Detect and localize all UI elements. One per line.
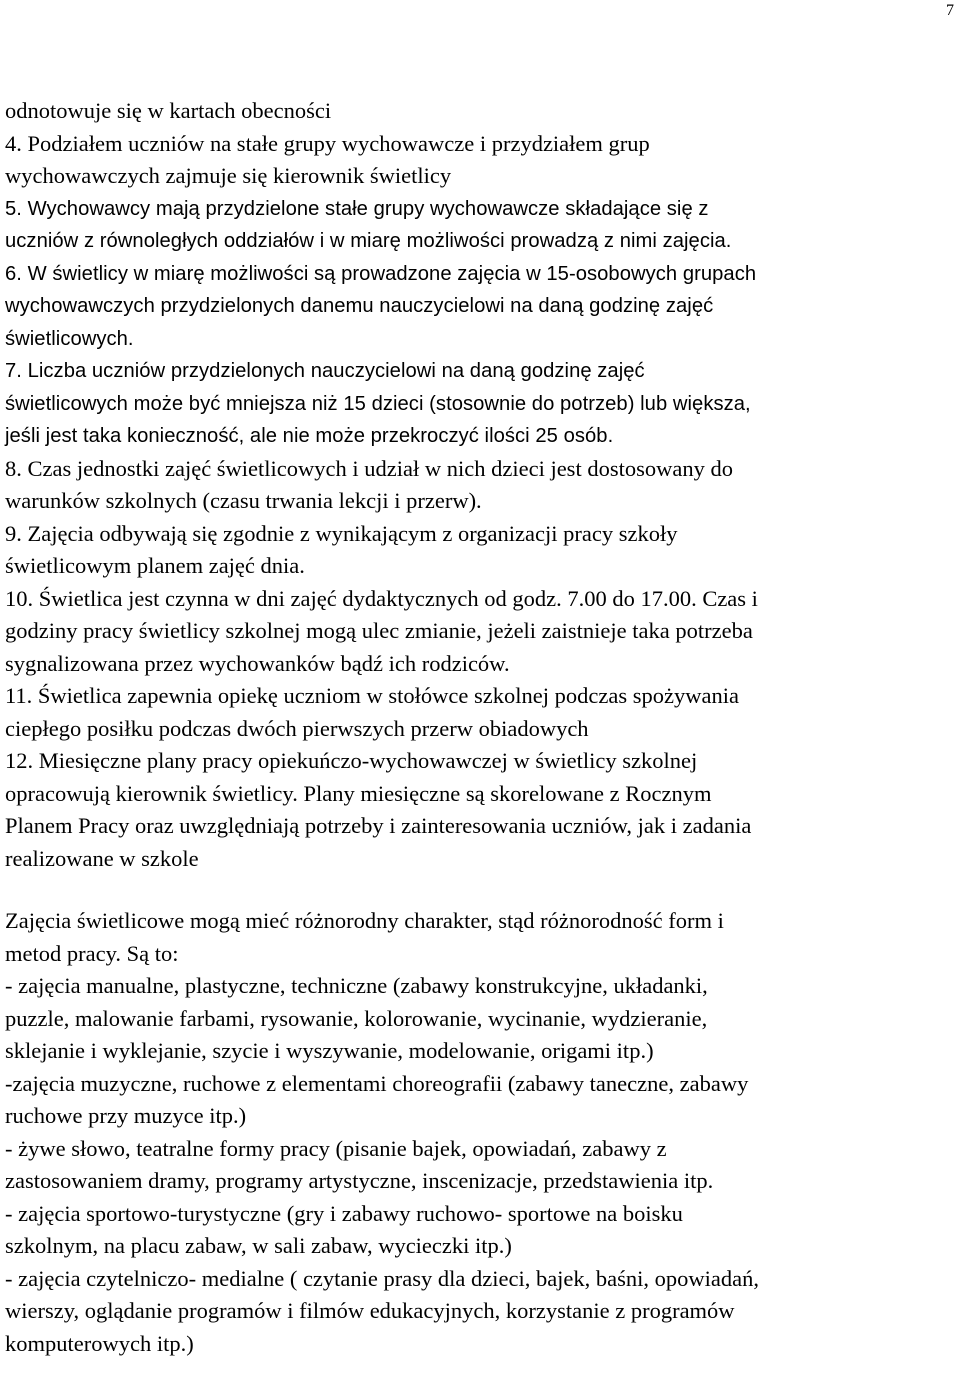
text-line: jeśli jest taka konieczność, ale nie może przekroczyć ilości 25 osób. [5, 425, 614, 447]
text-line: opracowują kierownik świetlicy. Plany miesięczne są skorelowane z Rocznym [5, 780, 712, 806]
document-body [5, 95, 957, 1360]
text-line: szkolnym, na placu zabaw, w sali zabaw, wycieczki itp.) [5, 1233, 512, 1258]
text-line: Zajęcia świetlicowe mogą mieć różnorodny charakter, stąd różnorodność form i [5, 908, 724, 933]
text-line: 10. Świetlica jest czynna w dni zajęć dydaktycznych od godz. 7.00 do 17.00. Czas i [5, 585, 758, 611]
text-line: puzzle, malowanie farbami, rysowanie, kolorowanie, wycinanie, wydzieranie, [5, 1005, 708, 1031]
text-line: 8. Czas jednostki zajęć świetlicowych i udział w nich dzieci jest dostosowany do [5, 455, 733, 481]
paragraph-rules-2 [5, 453, 957, 876]
text-line: 12. Miesięczne plany pracy opiekuńczo-wychowawczej w świetlicy szkolnej [5, 748, 698, 773]
list-item: - zajęcia sportowo-turystyczne (gry i zabawy ruchowo- sportowe na boisku [5, 1200, 683, 1226]
text-line: świetlicowych. [5, 327, 134, 350]
text-line: 9. Zajęcia odbywają się zgodnie z wynikającym z organizacji pracy szkoły [5, 520, 678, 546]
text-line: 6. W świetlicy w miarę możliwości są prowadzone zajęcia w 15-osobowych grupach [5, 262, 757, 285]
text-line: ciepłego posiłku podczas dwóch pierwszych przerw obiadowych [5, 715, 589, 741]
text-line: komputerowych itp.) [5, 1330, 194, 1356]
text-line: warunków szkolnych (czasu trwania lekcji i przerw). [5, 488, 482, 513]
text-line: zastosowaniem dramy, programy artystyczne, inscenizacje, przedstawienia itp. [5, 1168, 714, 1193]
list-item: - zajęcia manualne, plastyczne, techniczne (zabawy konstrukcyjne, układanki, [5, 973, 708, 998]
page-number: 7 [946, 2, 954, 19]
list-item: -zajęcia muzyczne, ruchowe z elementami choreografii (zabawy taneczne, zabawy [5, 1070, 749, 1096]
text-line: świetlicowych może być mniejsza niż 15 dzieci (stosownie do potrzeb) lub większa, [5, 392, 751, 415]
text-line: 7. Liczba uczniów przydzielonych nauczycielowi na daną godzinę zajęć [5, 360, 645, 382]
text-line: sygnalizowana przez wychowanków bądź ich rodziców. [5, 650, 510, 676]
text-line: realizowane w szkole [5, 845, 199, 871]
text-line: wychowawczych zajmuje się kierownik świetlicy [5, 163, 452, 188]
text-line: Planem Pracy oraz uwzględniają potrzeby i zainteresowania uczniów, jak i zadania [5, 813, 752, 838]
paragraph-activity-forms [5, 905, 957, 1360]
text-line: 11. Świetlica zapewnia opiekę uczniom w stołówce szkolnej podczas spożywania [5, 683, 739, 708]
text-line: świetlicowym planem zajęć dnia. [5, 553, 305, 578]
list-item: - zajęcia czytelniczo- medialne ( czytanie prasy dla dzieci, bajek, baśni, opowiadań, [5, 1265, 760, 1291]
text-line: godziny pracy świetlicy szkolnej mogą ulec zmianie, jeżeli zaistnieje taka potrzeba [5, 618, 753, 643]
paragraph-gap [5, 875, 957, 905]
text-line: ruchowe przy muzyce itp.) [5, 1103, 247, 1128]
text-line: odnotowuje się w kartach obecności [5, 98, 332, 123]
list-item: - żywe słowo, teatralne formy pracy (pisanie bajek, opowiadań, zabawy z [5, 1135, 667, 1161]
text-line: 4. Podziałem uczniów na stałe grupy wychowawcze i przydziałem grup [5, 130, 650, 156]
paragraph-rules-1 [5, 95, 957, 453]
text-line: wierszy, oglądanie programów i filmów edukacyjnych, korzystanie z programów [5, 1298, 735, 1323]
text-line: 5. Wychowawcy mają przydzielone stałe grupy wychowawcze składające się z [5, 197, 709, 220]
text-line: uczniów z równoległych oddziałów i w miarę możliwości prowadzą z nimi zajęcia. [5, 230, 732, 252]
text-line: sklejanie i wyklejanie, szycie i wyszywanie, modelowanie, origami itp.) [5, 1038, 654, 1063]
text-line: wychowawczych przydzielonych danemu nauczycielowi na daną godzinę zajęć [5, 295, 714, 317]
text-line: metod pracy. Są to: [5, 940, 179, 966]
